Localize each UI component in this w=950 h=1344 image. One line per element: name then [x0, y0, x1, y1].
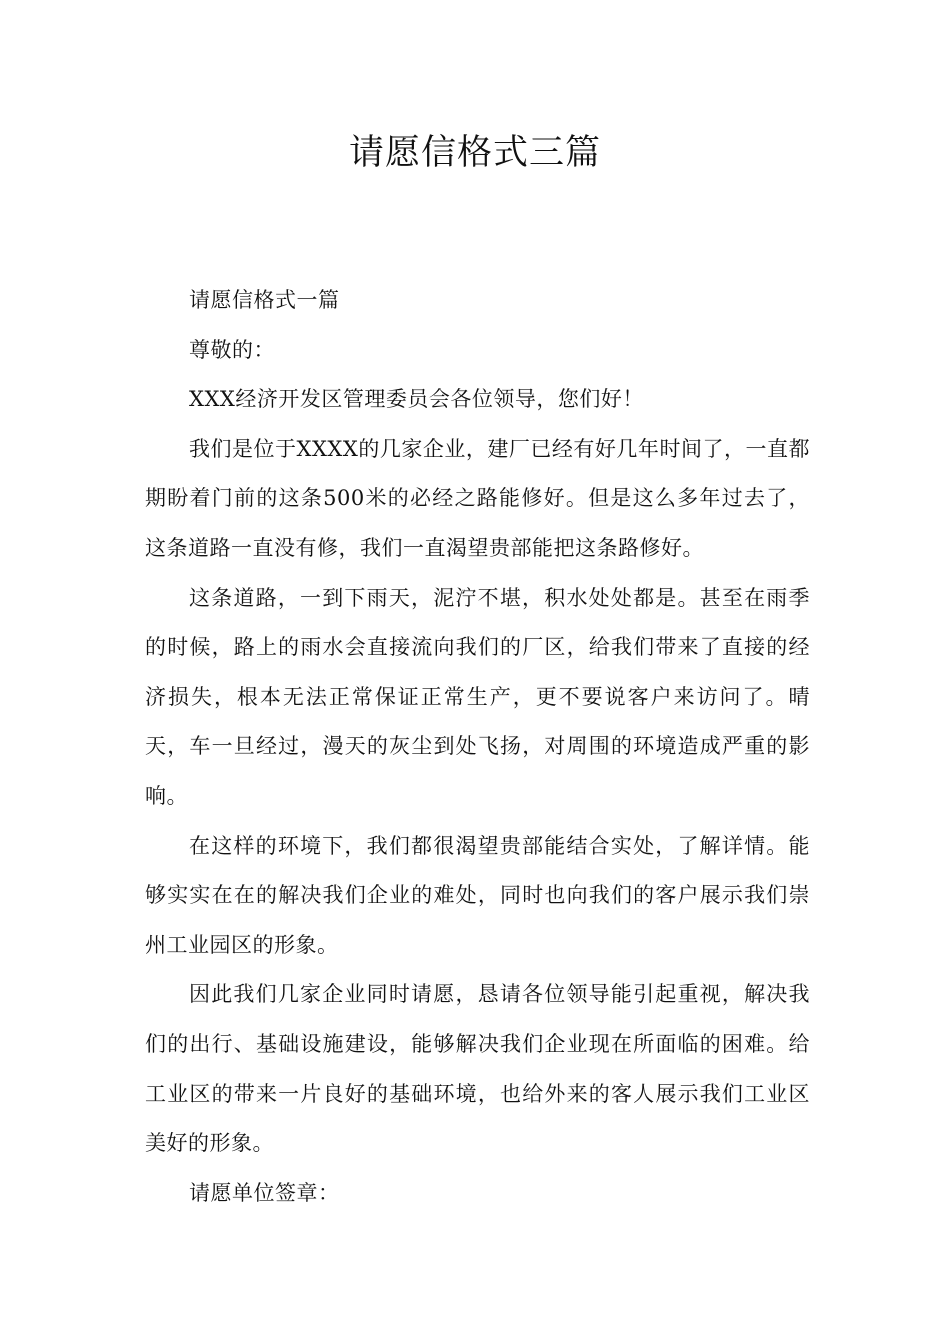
salutation: 尊敬的： [189, 337, 275, 362]
document-title: 请愿信格式三篇 [348, 133, 601, 173]
body-paragraph: 在这样的环境下，我们都很渴望贵部能结合实处，了解详情。能够实实在在的解决我们企业的难处，同时也向我们的客户展示我们崇州工业园区的形象。 [145, 833, 810, 957]
body-paragraph: 这条道路，一到下雨天，泥泞不堪，积水处处都是。甚至在雨季的时候，路上的雨水会直接流向我们的厂区，给我们带来了直接的经济损失，根本无法正常保证正常生产，更不要说客户来访问了。晴天，车一旦经过，漫天的灰尘到处飞扬，对周围的环境造成严重的影响。 [145, 585, 810, 808]
addressee-greeting: XXX经济开发区管理委员会各位领导，您们好！ [189, 387, 644, 412]
letter-body [145, 276, 810, 1218]
body-paragraph: 因此我们几家企业同时请愿，恳请各位领导能引起重视，解决我们的出行、基础设施建设，能够解决我们企业现在所面临的困难。给工业区的带来一片良好的基础环境，也给外来的客人展示我们工业区美好的形象。 [145, 982, 810, 1156]
section-heading: 请愿信格式一篇 [189, 288, 340, 312]
body-paragraph: 我们是位于XXXX的几家企业，建厂已经有好几年时间了，一直都期盼着门前的这条500米的必经之路能修好。但是这么多年过去了，这条道路一直没有修，我们一直渴望贵部能把这条路修好。 [145, 436, 810, 560]
signature-line: 请愿单位签章： [189, 1180, 340, 1205]
